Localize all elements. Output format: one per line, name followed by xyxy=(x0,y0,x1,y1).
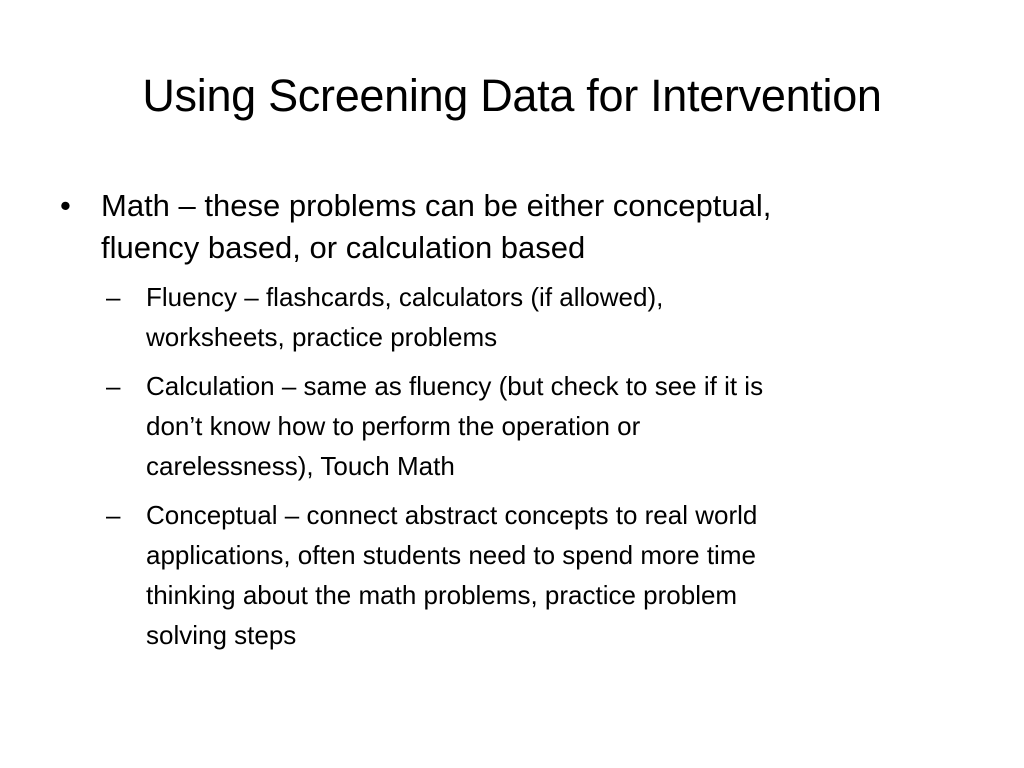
sub-bullet-line: Conceptual – connect abstract concepts to real world xyxy=(146,500,758,530)
main-bullet xyxy=(60,185,960,269)
slide-body xyxy=(60,185,960,664)
bullet-marker: • xyxy=(60,188,71,223)
sub-bullet-line: applications, often students need to spend more time xyxy=(146,540,756,570)
sub-bullet-calculation xyxy=(60,366,960,486)
sub-bullet-line: Fluency – flashcards, calculators (if allowed), xyxy=(146,282,664,312)
sub-bullet-list xyxy=(60,277,960,655)
sub-bullet-line: don’t know how to perform the operation or xyxy=(146,411,641,441)
sub-bullet-line: worksheets, practice problems xyxy=(146,322,498,352)
sub-bullet-fluency xyxy=(60,277,960,357)
dash-marker: – xyxy=(106,371,121,401)
dash-marker: – xyxy=(106,500,121,530)
main-bullet-line: fluency based, or calculation based xyxy=(101,230,586,265)
sub-bullet-line: thinking about the math problems, practice problem xyxy=(146,580,738,610)
sub-bullet-line: carelessness), Touch Math xyxy=(146,451,455,481)
sub-bullet-line: Calculation – same as fluency (but check to see if it is xyxy=(146,371,764,401)
sub-bullet-conceptual xyxy=(60,495,960,655)
sub-bullet-line: solving steps xyxy=(146,620,297,650)
slide-title: Using Screening Data for Intervention xyxy=(142,70,882,121)
main-bullet-line: Math – these problems can be either conceptual, xyxy=(101,188,772,223)
dash-marker: – xyxy=(106,282,121,312)
